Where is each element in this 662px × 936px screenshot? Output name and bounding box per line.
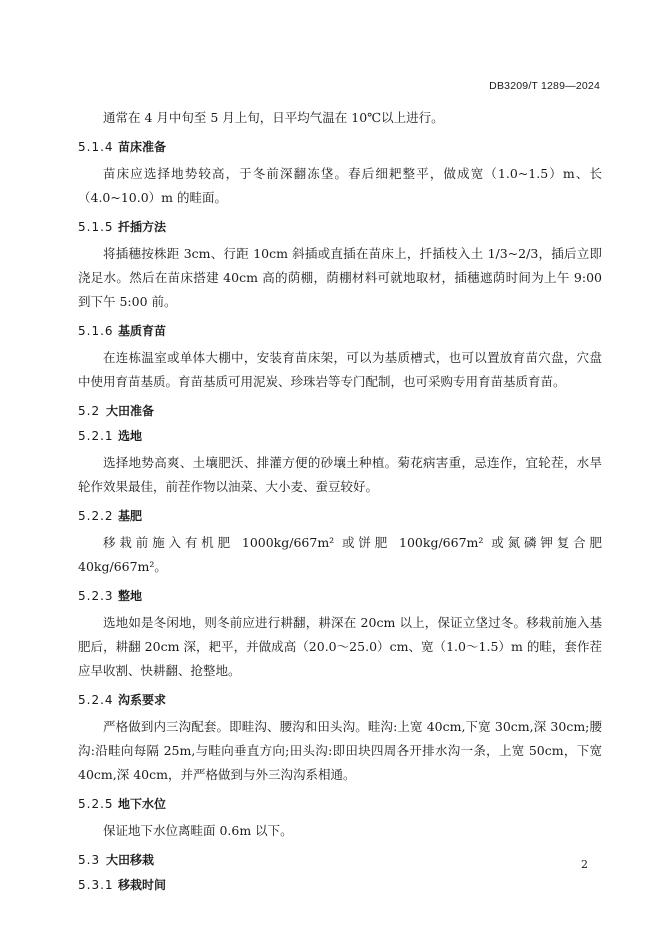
- section-title: 整地: [118, 589, 143, 603]
- section-heading-5-2-5: [78, 794, 602, 814]
- paragraph: 通常在 4 月中旬至 5 月上旬，日平均气温在 10℃以上进行。: [103, 110, 444, 125]
- section-heading-5-3: [78, 850, 602, 870]
- section-title: 大田准备: [106, 404, 155, 418]
- section-heading-5-2-2: [78, 506, 602, 526]
- page-content: [78, 106, 602, 895]
- section-title: 移栽时间: [118, 878, 167, 892]
- section-title: 选地: [118, 429, 143, 443]
- section-title: 地下水位: [118, 797, 167, 811]
- section-title: 苗床准备: [118, 140, 167, 154]
- section-number: 5.2.4: [78, 693, 114, 707]
- section-heading-5-1-6: [78, 321, 602, 341]
- section-number: 5.2.1: [78, 429, 114, 443]
- paragraph: 在连栋温室或单体大棚中，安装育苗床架，可以为基质槽式，也可以置放育苗穴盘，穴盘中使用育苗基质。育苗基质可用泥炭、珍珠岩等专门配制，也可采购专用育苗基质育苗。: [78, 350, 602, 389]
- section-number: 5.2: [78, 404, 101, 418]
- section-heading-5-3-1: [78, 875, 602, 895]
- section-heading-5-2-3: [78, 586, 602, 606]
- section-heading-5-2-1: [78, 426, 602, 446]
- paragraph: 选地如是冬闲地，则冬前应进行耕翻，耕深在 20cm 以上，保证立垡过冬。移栽前施入基肥后，耕翻 20cm 深，耙平，并做成高（20.0～25.0）cm、宽（1.0～1.5）m 的畦，套作茬应早收割、快耕翻、抢整地。: [78, 615, 602, 678]
- section-number: 5.1.4: [78, 140, 114, 154]
- section-number: 5.2.5: [78, 797, 114, 811]
- section-title: 沟系要求: [118, 693, 167, 707]
- paragraph: 苗床应选择地势较高，于冬前深翻冻垡。春后细耙整平，做成宽（1.0~1.5）m、长 （4.0~10.0）m 的畦面。: [78, 166, 602, 205]
- section-number: 5.3.1: [78, 878, 114, 892]
- paragraph: 将插穗按株距 3cm、行距 10cm 斜插或直插在苗床上，扦插枝入土 1/3~2/3，插后立即浇足水。然后在苗床搭建 40cm 高的荫棚，荫棚材料可就地取材，插穗遮荫时间为上午 9:00 到下午 5:00 前。: [78, 246, 602, 309]
- section-title: 基质育苗: [118, 324, 167, 338]
- section-number: 5.2.2: [78, 509, 114, 523]
- section-heading-5-1-4: [78, 137, 602, 157]
- paragraph: 选择地势高爽、土壤肥沃、排灌方便的砂壤土种植。菊花病害重，忌连作，宜轮茬，水旱轮作效果最佳，前茬作物以油菜、大小麦、蚕豆较好。: [78, 455, 602, 494]
- section-title: 扦插方法: [118, 220, 167, 234]
- page-number: 2: [581, 858, 588, 871]
- paragraph: 移栽前施入有机肥 1000kg/667m² 或饼肥 100kg/667m² 或氮磷钾复合肥 40kg/667m²。: [78, 535, 602, 574]
- section-title: 基肥: [118, 509, 143, 523]
- document-code: DB3209/T 1289—2024: [489, 80, 600, 92]
- section-heading-5-2-4: [78, 690, 602, 710]
- section-number: 5.2.3: [78, 589, 114, 603]
- section-title: 大田移栽: [106, 853, 155, 867]
- section-number: 5.3: [78, 853, 101, 867]
- section-number: 5.1.6: [78, 324, 114, 338]
- paragraph: 严格做到内三沟配套。即畦沟、腰沟和田头沟。畦沟:上宽 40cm,下宽 30cm,深 30cm;腰沟:沿畦向每隔 25m,与畦向垂直方向;田头沟:即田块四周各开排水沟一条，上宽 50cm，下宽 40cm,深 40cm，并严格做到与外三沟沟系相通。: [78, 719, 602, 782]
- section-number: 5.1.5: [78, 220, 114, 234]
- section-heading-5-2: [78, 401, 602, 421]
- section-heading-5-1-5: [78, 217, 602, 237]
- paragraph: 保证地下水位离畦面 0.6m 以下。: [103, 823, 293, 838]
